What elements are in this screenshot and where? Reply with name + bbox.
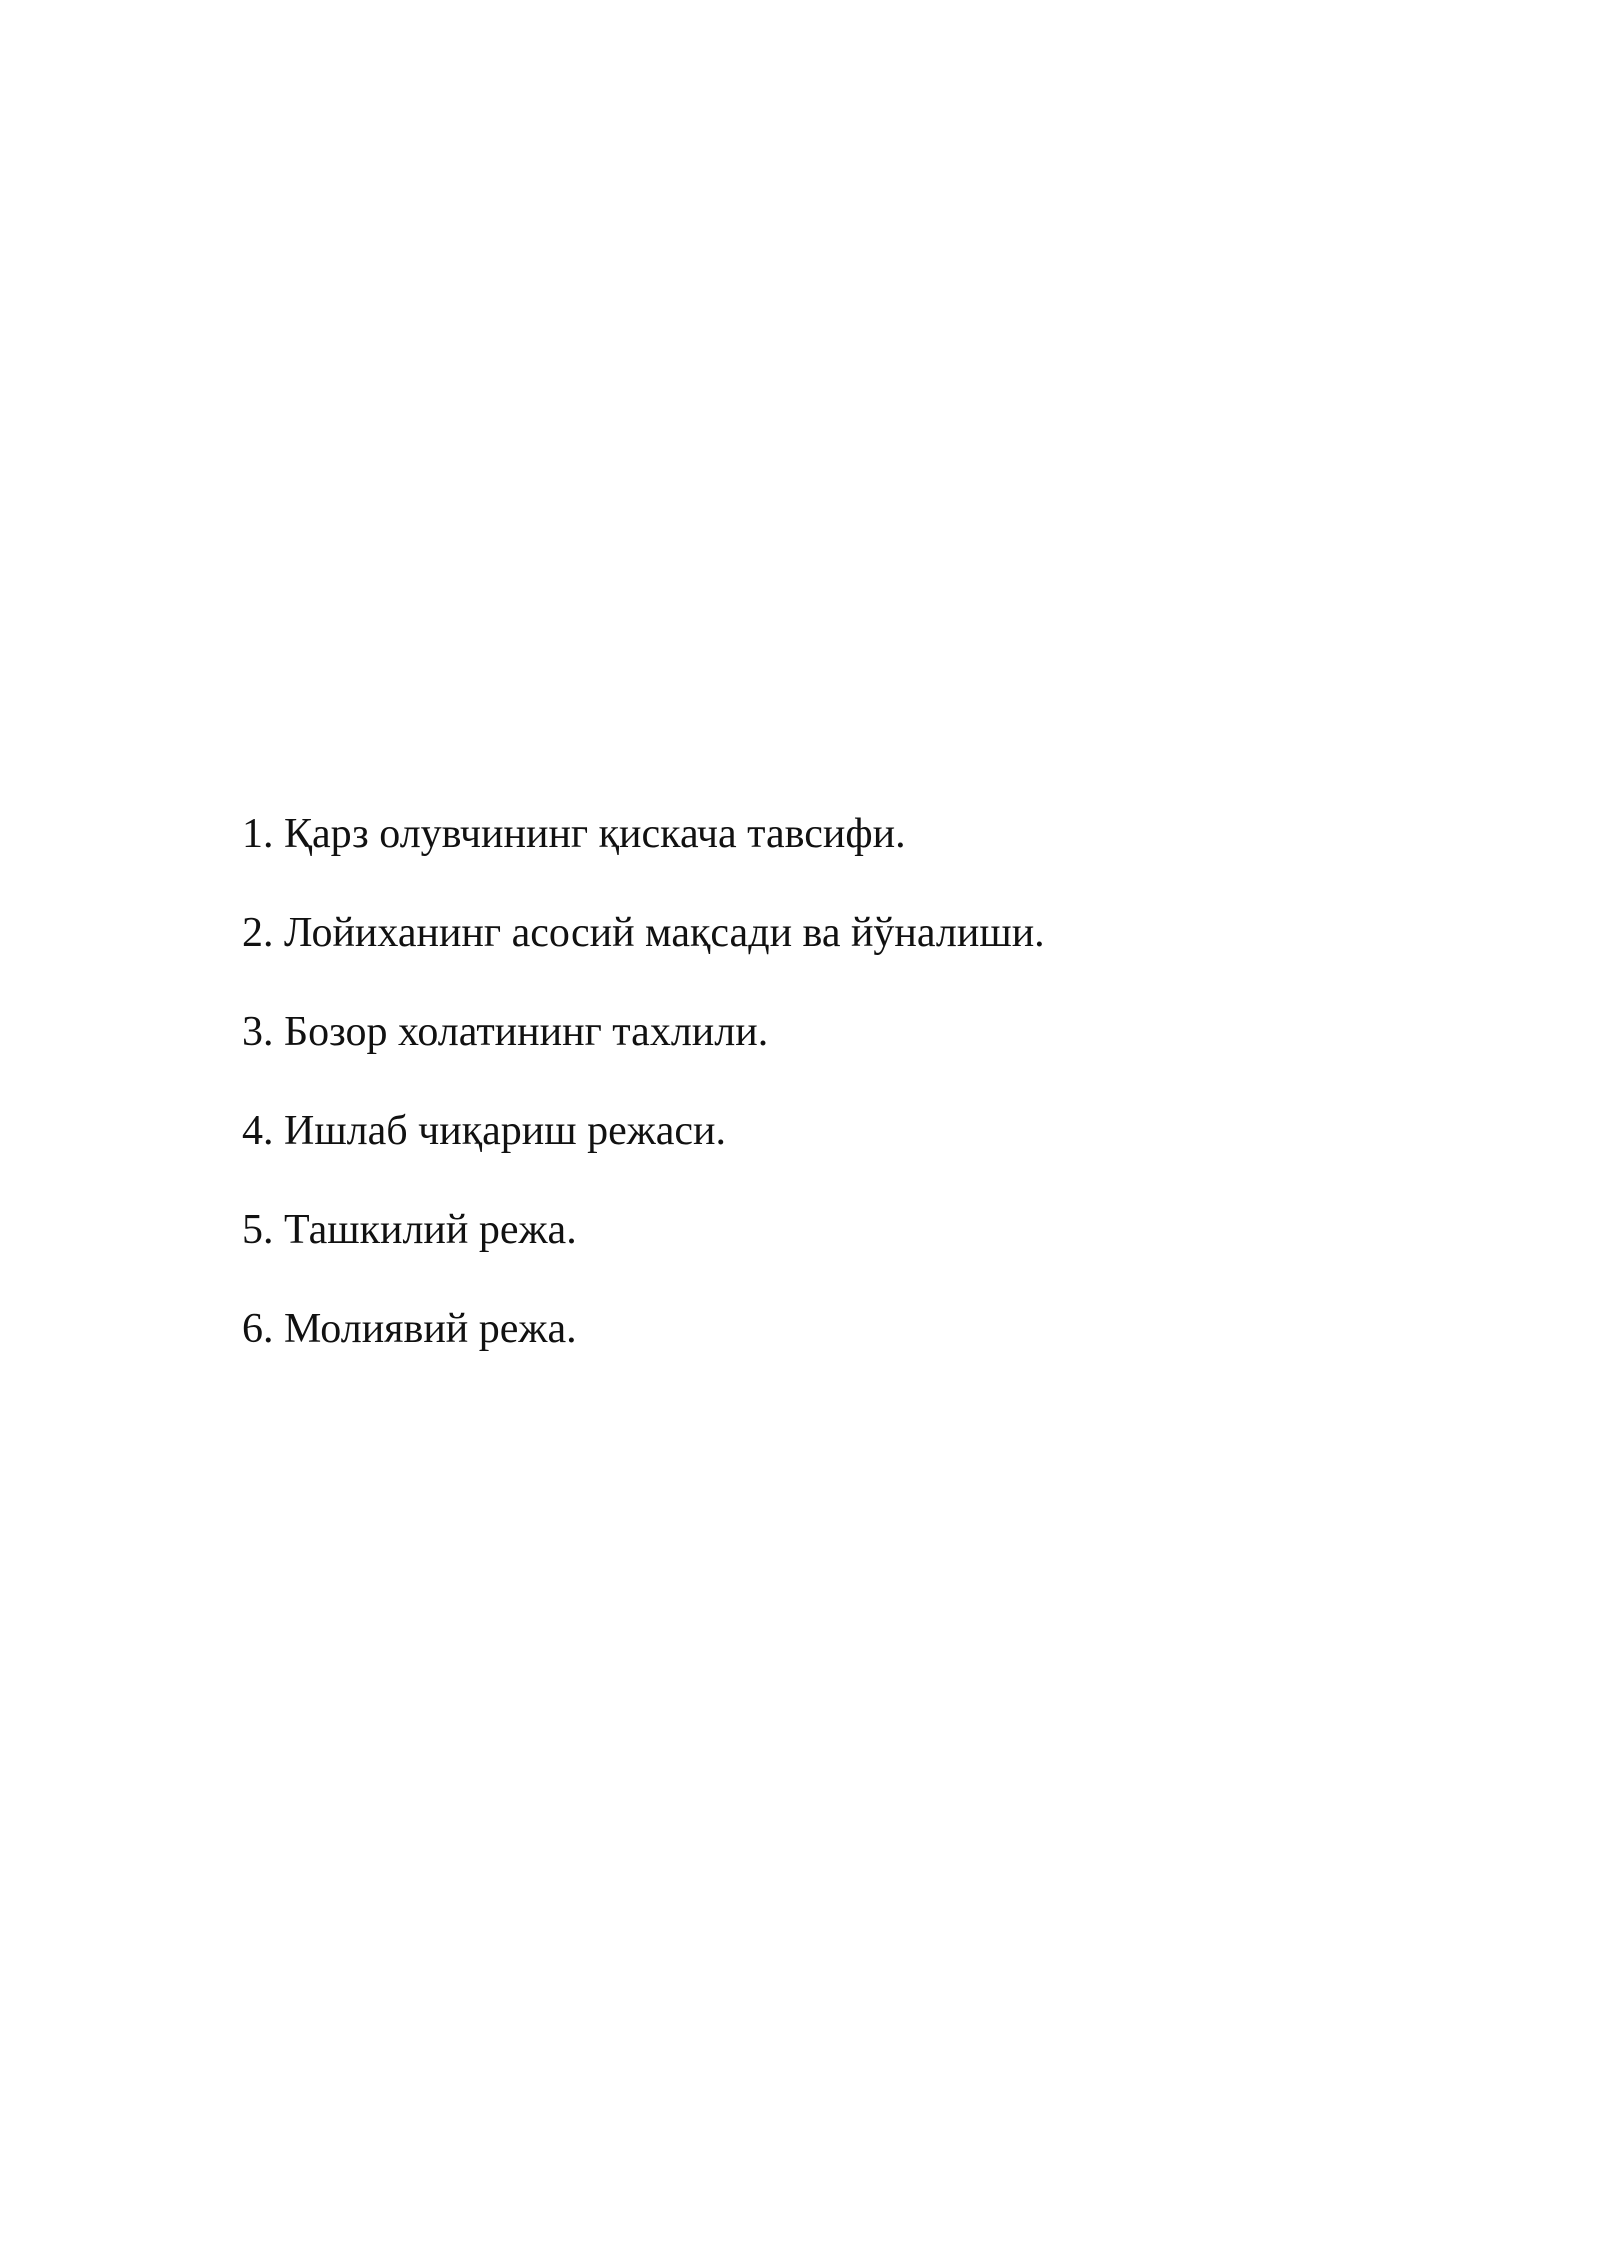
contents-item-5: 5. Ташкилий режа. [242,1207,577,1253]
contents-item-2: 2. Лойиханинг асосий мақсади ва йўналиши. [242,910,1045,956]
contents-list [242,808,1442,1402]
contents-item-1: 1. Қарз олувчининг қискача тавсифи. [242,811,906,857]
contents-item-4: 4. Ишлаб чиқариш режаси. [242,1108,727,1154]
contents-item-3: 3. Бозор холатининг тахлили. [242,1009,769,1055]
contents-item-6: 6. Молиявий режа. [242,1306,577,1352]
